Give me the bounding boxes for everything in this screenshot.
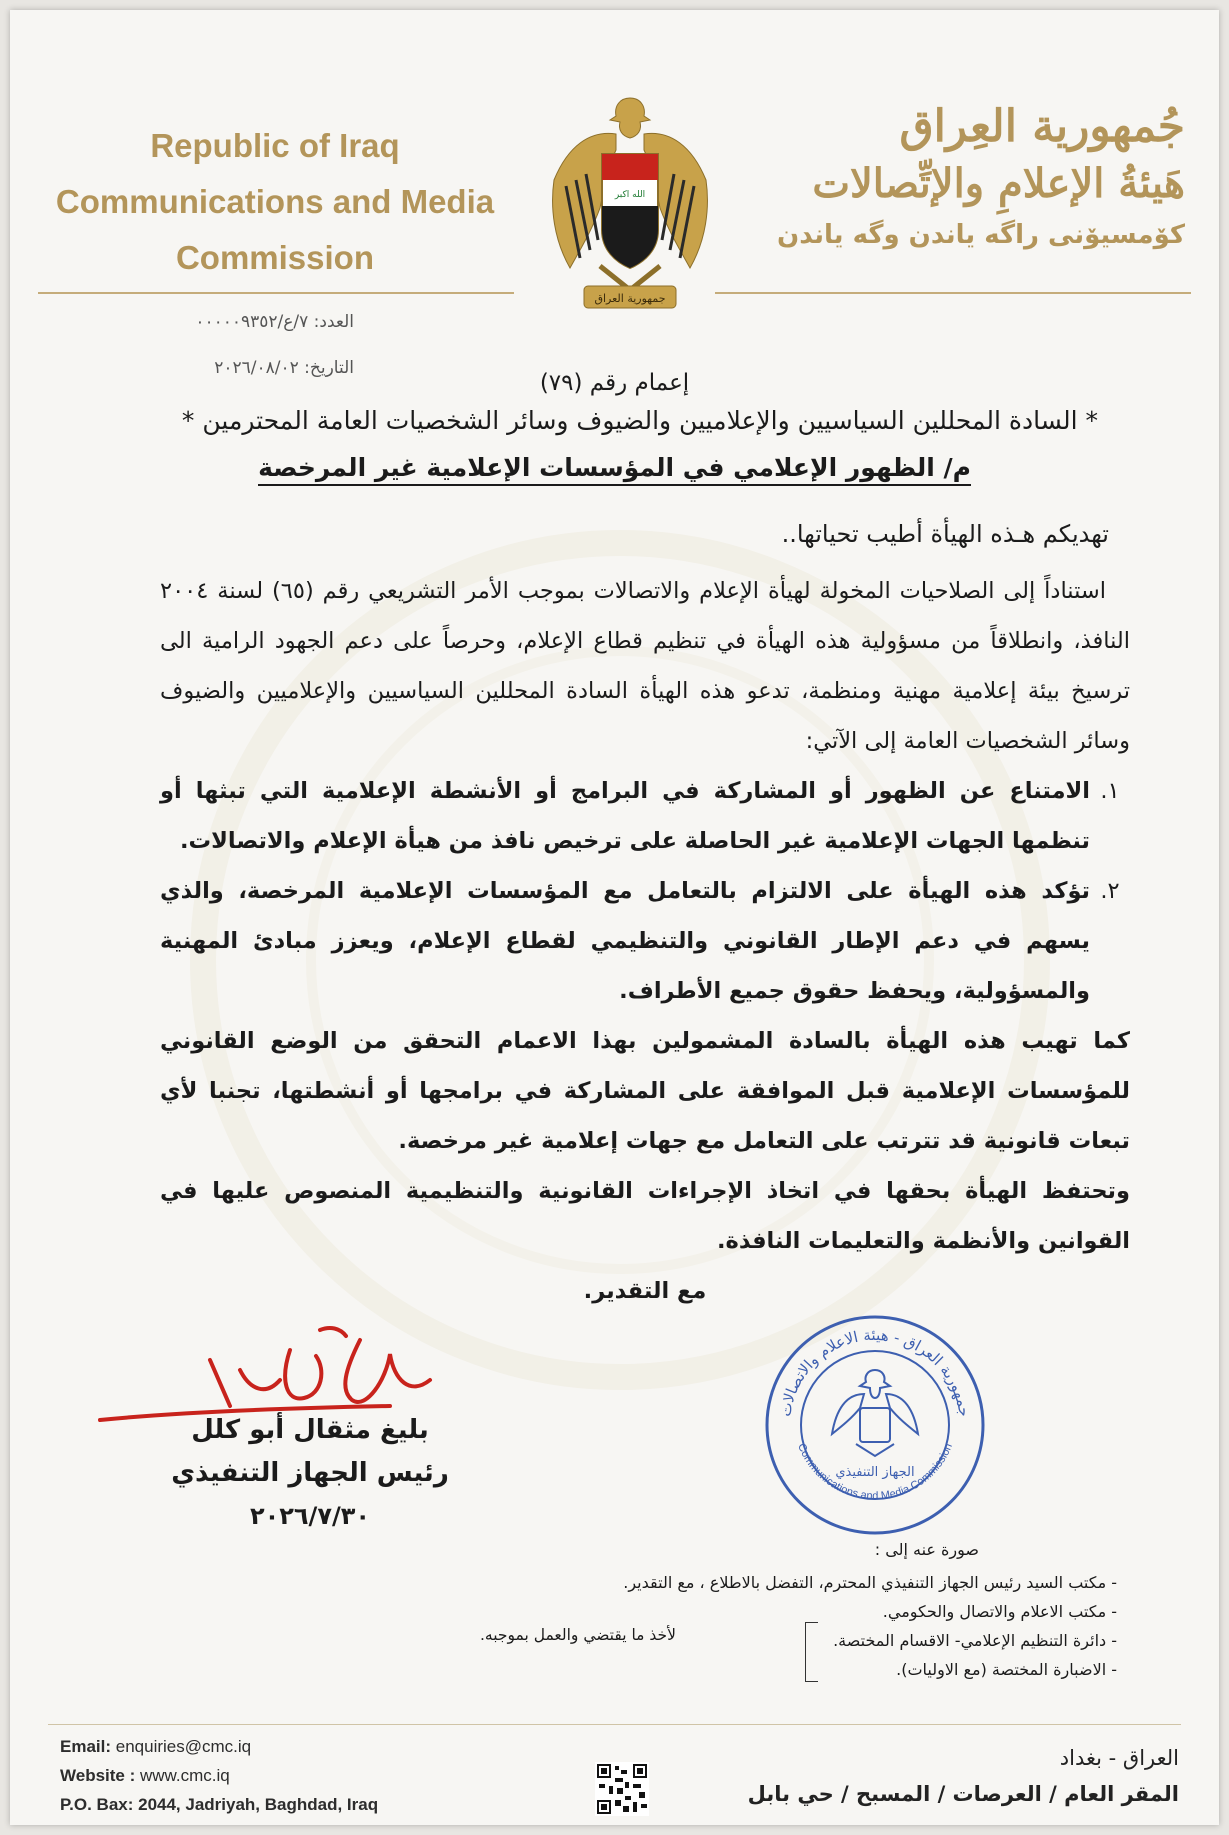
notice-title: إعمام رقم (٧٩) [539, 370, 690, 396]
list-item: - مكتب الاعلام والاتصال والحكومي. [882, 1602, 1117, 1621]
signatory-name: بليغ مثقال أبو كلل [191, 1415, 429, 1445]
footer-rule [48, 1724, 1181, 1725]
footer-email [60, 1732, 378, 1761]
seal-top-text: جمهورية العراق - هيئة الاعلام والاتصالات [776, 1325, 974, 1418]
regards: مع التقدير. [583, 1278, 707, 1304]
copies-note: لأخذ ما يقتضي والعمل بموجبه. [480, 1626, 676, 1644]
footer-ar-line1: العراق - بغداد [1059, 1746, 1179, 1770]
paragraph-4: وتحتفظ الهيأة بحقها في اتخاذ الإجراءات القانونية والتنظيمية المنصوص عليها في القوانين والأنظمة والتعليمات النافذة. [160, 1178, 1130, 1254]
website-link[interactable]: www.cmc.iq [140, 1766, 230, 1785]
header-ar-line2: هَيئةُ الإعلامِ والإتِّصالات [812, 160, 1185, 207]
header-en-line1: Republic of Iraq [150, 127, 400, 164]
header-arabic [715, 98, 1185, 258]
list-item [160, 866, 1130, 1016]
subject-text: م/ الظهور الإعلامي في المؤسسات الإعلامية غير المرخصة [258, 453, 971, 486]
document-page [10, 10, 1219, 1825]
header-en-line3: Commission [175, 239, 375, 276]
list-item: - دائرة التنظيم الإعلامي- الاقسام المختصة. [833, 1631, 1117, 1650]
copies-heading: صورة عنه إلى : [874, 1540, 979, 1559]
header-ar-line1: جُمهورية العِراق [899, 101, 1185, 152]
header-en-line2: Communications and Media [55, 183, 495, 220]
intro-paragraph: استناداً إلى الصلاحيات المخولة لهيأة الإعلام والاتصالات بموجب الأمر التشريعي رقم (٦٥) لسنة ٢٠٠٤ النافذ، وانطلاقاً من مسؤولية هذه الهيأة في تنظيم قطاع الإعلام، وحرصاً على دعم الجهود الرامية الى ترسيخ بيئة إعلامية مهنية ومنظمة، تدعو هذه الهيأة السادة المحللين السياسيين والإعلاميين والضيوف وسائر الشخصيات العامة إلى الآتي: [160, 578, 1130, 754]
list-number: ١. [1100, 778, 1120, 804]
reference-number: العدد: ٧/ع/٠٠٠٠٠٩٣٥٢ [195, 312, 354, 332]
notice-addressee: * السادة المحللين السياسيين والإعلاميين والضيوف وسائر الشخصيات العامة المحترمين * [181, 406, 1099, 435]
footer-contact [60, 1732, 378, 1819]
iraq-eagle-emblem-icon [540, 90, 720, 320]
emblem-label: جمهورية العراق [594, 292, 666, 305]
copies-brace [805, 1622, 818, 1682]
list-item: - الاضبارة المختصة (مع الاوليات). [896, 1660, 1117, 1679]
header-english [40, 118, 510, 286]
footer-po-box: P.O. Bax: 2044, Jadriyah, Baghdad, Iraq [60, 1795, 379, 1814]
email-label: Email: [60, 1737, 112, 1756]
signature-date: ٢٠٢٦/٧/٣٠ [249, 1502, 371, 1530]
official-seal-icon [760, 1310, 990, 1540]
reference-date: التاريخ: ٢٠٢٦/٠٨/٠٢ [214, 358, 354, 378]
greeting: تهديكم هـذه الهيأة أطيب تحياتها.. [781, 520, 1109, 548]
emblem-motto: الله اكبر [614, 190, 646, 200]
qr-code-icon [595, 1762, 649, 1816]
footer-website [60, 1761, 378, 1790]
list-item: - مكتب السيد رئيس الجهاز التنفيذي المحترم، التفضل بالاطلاع ، مع التقدير. [623, 1573, 1117, 1592]
header-rule-right [715, 292, 1191, 294]
notice-subject [10, 453, 1219, 482]
paragraph-3: كما تهيب هذه الهيأة بالسادة المشمولين بهذا الاعمام التحقق من الوضع القانوني للمؤسسات الإعلامية قبل الموافقة على المشاركة في برامجها أو أنشطتها، تجنبا لأي تبعات قانونية قد تترتب على التعامل مع جهات إعلامية غير مرخصة. [160, 1028, 1130, 1154]
list-item [160, 766, 1130, 866]
seal-bottom-text: Communications and Media Commission [795, 1441, 955, 1503]
signatory-title: رئيس الجهاز التنفيذي [171, 1458, 449, 1488]
letter-body [160, 566, 1130, 1316]
list-text: تؤكد هذه الهيأة على الالتزام بالتعامل مع المؤسسات الإعلامية المرخصة، والذي يسهم في دعم الإطار القانوني والتنظيمي لقطاع الإعلام، ويعزز مبادئ المهنية والمسؤولية، ويحفظ حقوق جميع الأطراف. [160, 878, 1090, 1004]
list-text: الامتناع عن الظهور أو المشاركة في البرامج أو الأنشطة الإعلامية التي تبثها أو تنظمها الجهات الإعلامية غير الحاصلة على ترخيص نافذ من هيأة الإعلام والاتصالات. [160, 778, 1090, 854]
header-kurdish-line: کۆمسیۆنی راگە یاندن وگە یاندن [777, 220, 1185, 250]
email-link[interactable]: enquiries@cmc.iq [115, 1737, 252, 1756]
svg-text:جمهورية العراق - هيئة الاعلام [776, 1326, 973, 1418]
list-number: ٢. [1100, 878, 1120, 904]
website-label: Website : [60, 1766, 136, 1785]
seal-center-text: الجهاز التنفيذي [835, 1465, 915, 1480]
footer-address-ar [748, 1740, 1179, 1812]
header-rule-left [38, 292, 514, 294]
footer-ar-line2: المقر العام / العرصات / المسبح / حي بابل [747, 1782, 1179, 1806]
